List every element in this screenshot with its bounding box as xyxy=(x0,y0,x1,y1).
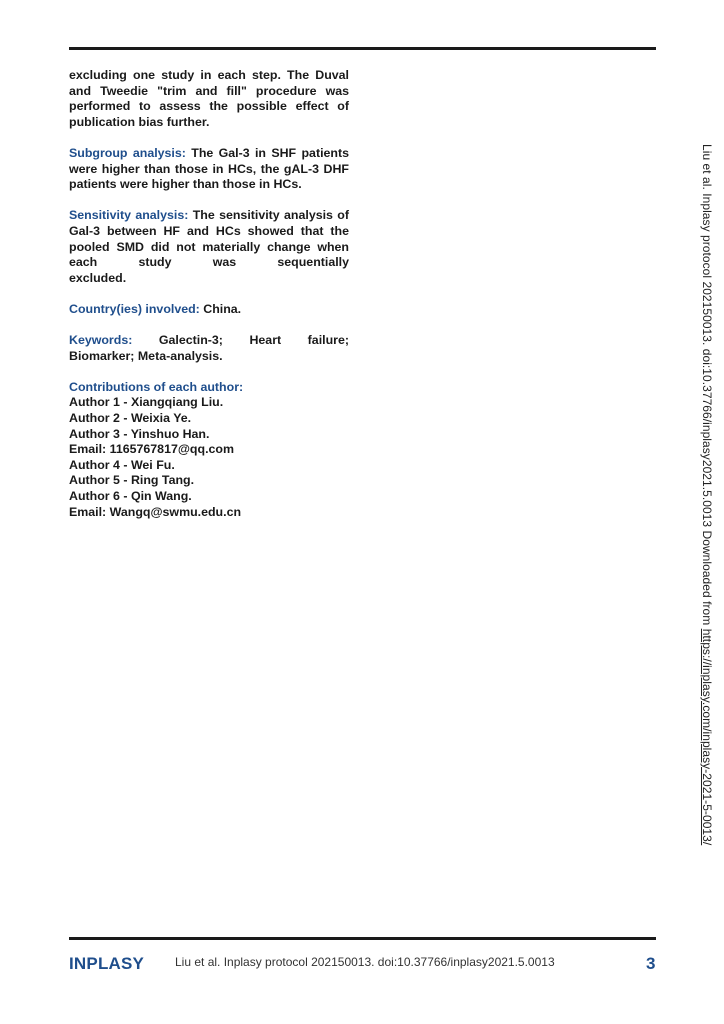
contribution-line: Author 6 - Qin Wang. xyxy=(69,489,192,504)
contribution-line: Author 3 - Yinshuo Han. xyxy=(69,426,210,441)
intro-paragraph: excluding one study in each step. The Duval and Tweedie "trim and fill" procedure was performed to assess the possible effect of publication bias further. xyxy=(69,68,349,129)
sensitivity-text: The sensitivity analysis of Gal-3 between HF and HCs showed that the pooled SMD did not materially change when each study was sequentially xyxy=(69,208,349,270)
keywords-text: Galectin-3; Heart failure; xyxy=(132,333,349,348)
contribution-email: Email: 1165767817@qq.com xyxy=(69,442,234,457)
download-link[interactable]: https://inplasy.com/inplasy-2021-5-0013/ xyxy=(700,628,714,846)
subgroup-text: The Gal-3 in SHF patients were higher than those in HCs, the gAL-3 DHF patients were higher than those in HCs. xyxy=(69,145,349,192)
header-rule xyxy=(69,47,656,50)
footer-brand: INPLASY xyxy=(69,954,145,973)
sidebar-citation: Liu et al. Inplasy protocol 202150013. doi:10.37766/inplasy2021.5.0013 Downloaded from xyxy=(700,144,714,629)
contribution-email: Email: Wangq@swmu.edu.cn xyxy=(69,504,242,519)
sensitivity-heading: Sensitivity analysis: xyxy=(69,208,189,223)
keywords-heading: Keywords: xyxy=(69,333,133,348)
keywords-last-line: Biomarker; Meta-analysis. xyxy=(69,348,223,363)
subgroup-paragraph xyxy=(69,146,349,193)
country-text: China. xyxy=(199,301,242,316)
download-sidebar xyxy=(700,144,714,845)
footer-rule xyxy=(69,937,656,940)
page-number: 3 xyxy=(646,954,656,973)
contribution-line: Author 5 - Ring Tang. xyxy=(69,473,195,488)
subgroup-heading: Subgroup analysis: xyxy=(69,145,186,160)
contributions-section xyxy=(69,380,349,520)
sensitivity-paragraph xyxy=(69,208,349,270)
contribution-line: Author 2 - Weixia Ye. xyxy=(69,411,192,426)
main-column xyxy=(69,68,349,520)
footer-citation: Liu et al. Inplasy protocol 202150013. doi:10.37766/inplasy2021.5.0013 xyxy=(175,955,555,969)
sensitivity-last-line: excluded. xyxy=(69,270,127,285)
country-heading: Country(ies) involved: xyxy=(69,301,200,316)
contributions-heading: Contributions of each author: xyxy=(69,379,244,394)
contribution-line: Author 4 - Wei Fu. xyxy=(69,457,175,472)
contributions-list xyxy=(69,395,349,520)
keywords-paragraph xyxy=(69,333,349,349)
country-paragraph xyxy=(69,302,349,318)
contribution-line: Author 1 - Xiangqiang Liu. xyxy=(69,395,224,410)
